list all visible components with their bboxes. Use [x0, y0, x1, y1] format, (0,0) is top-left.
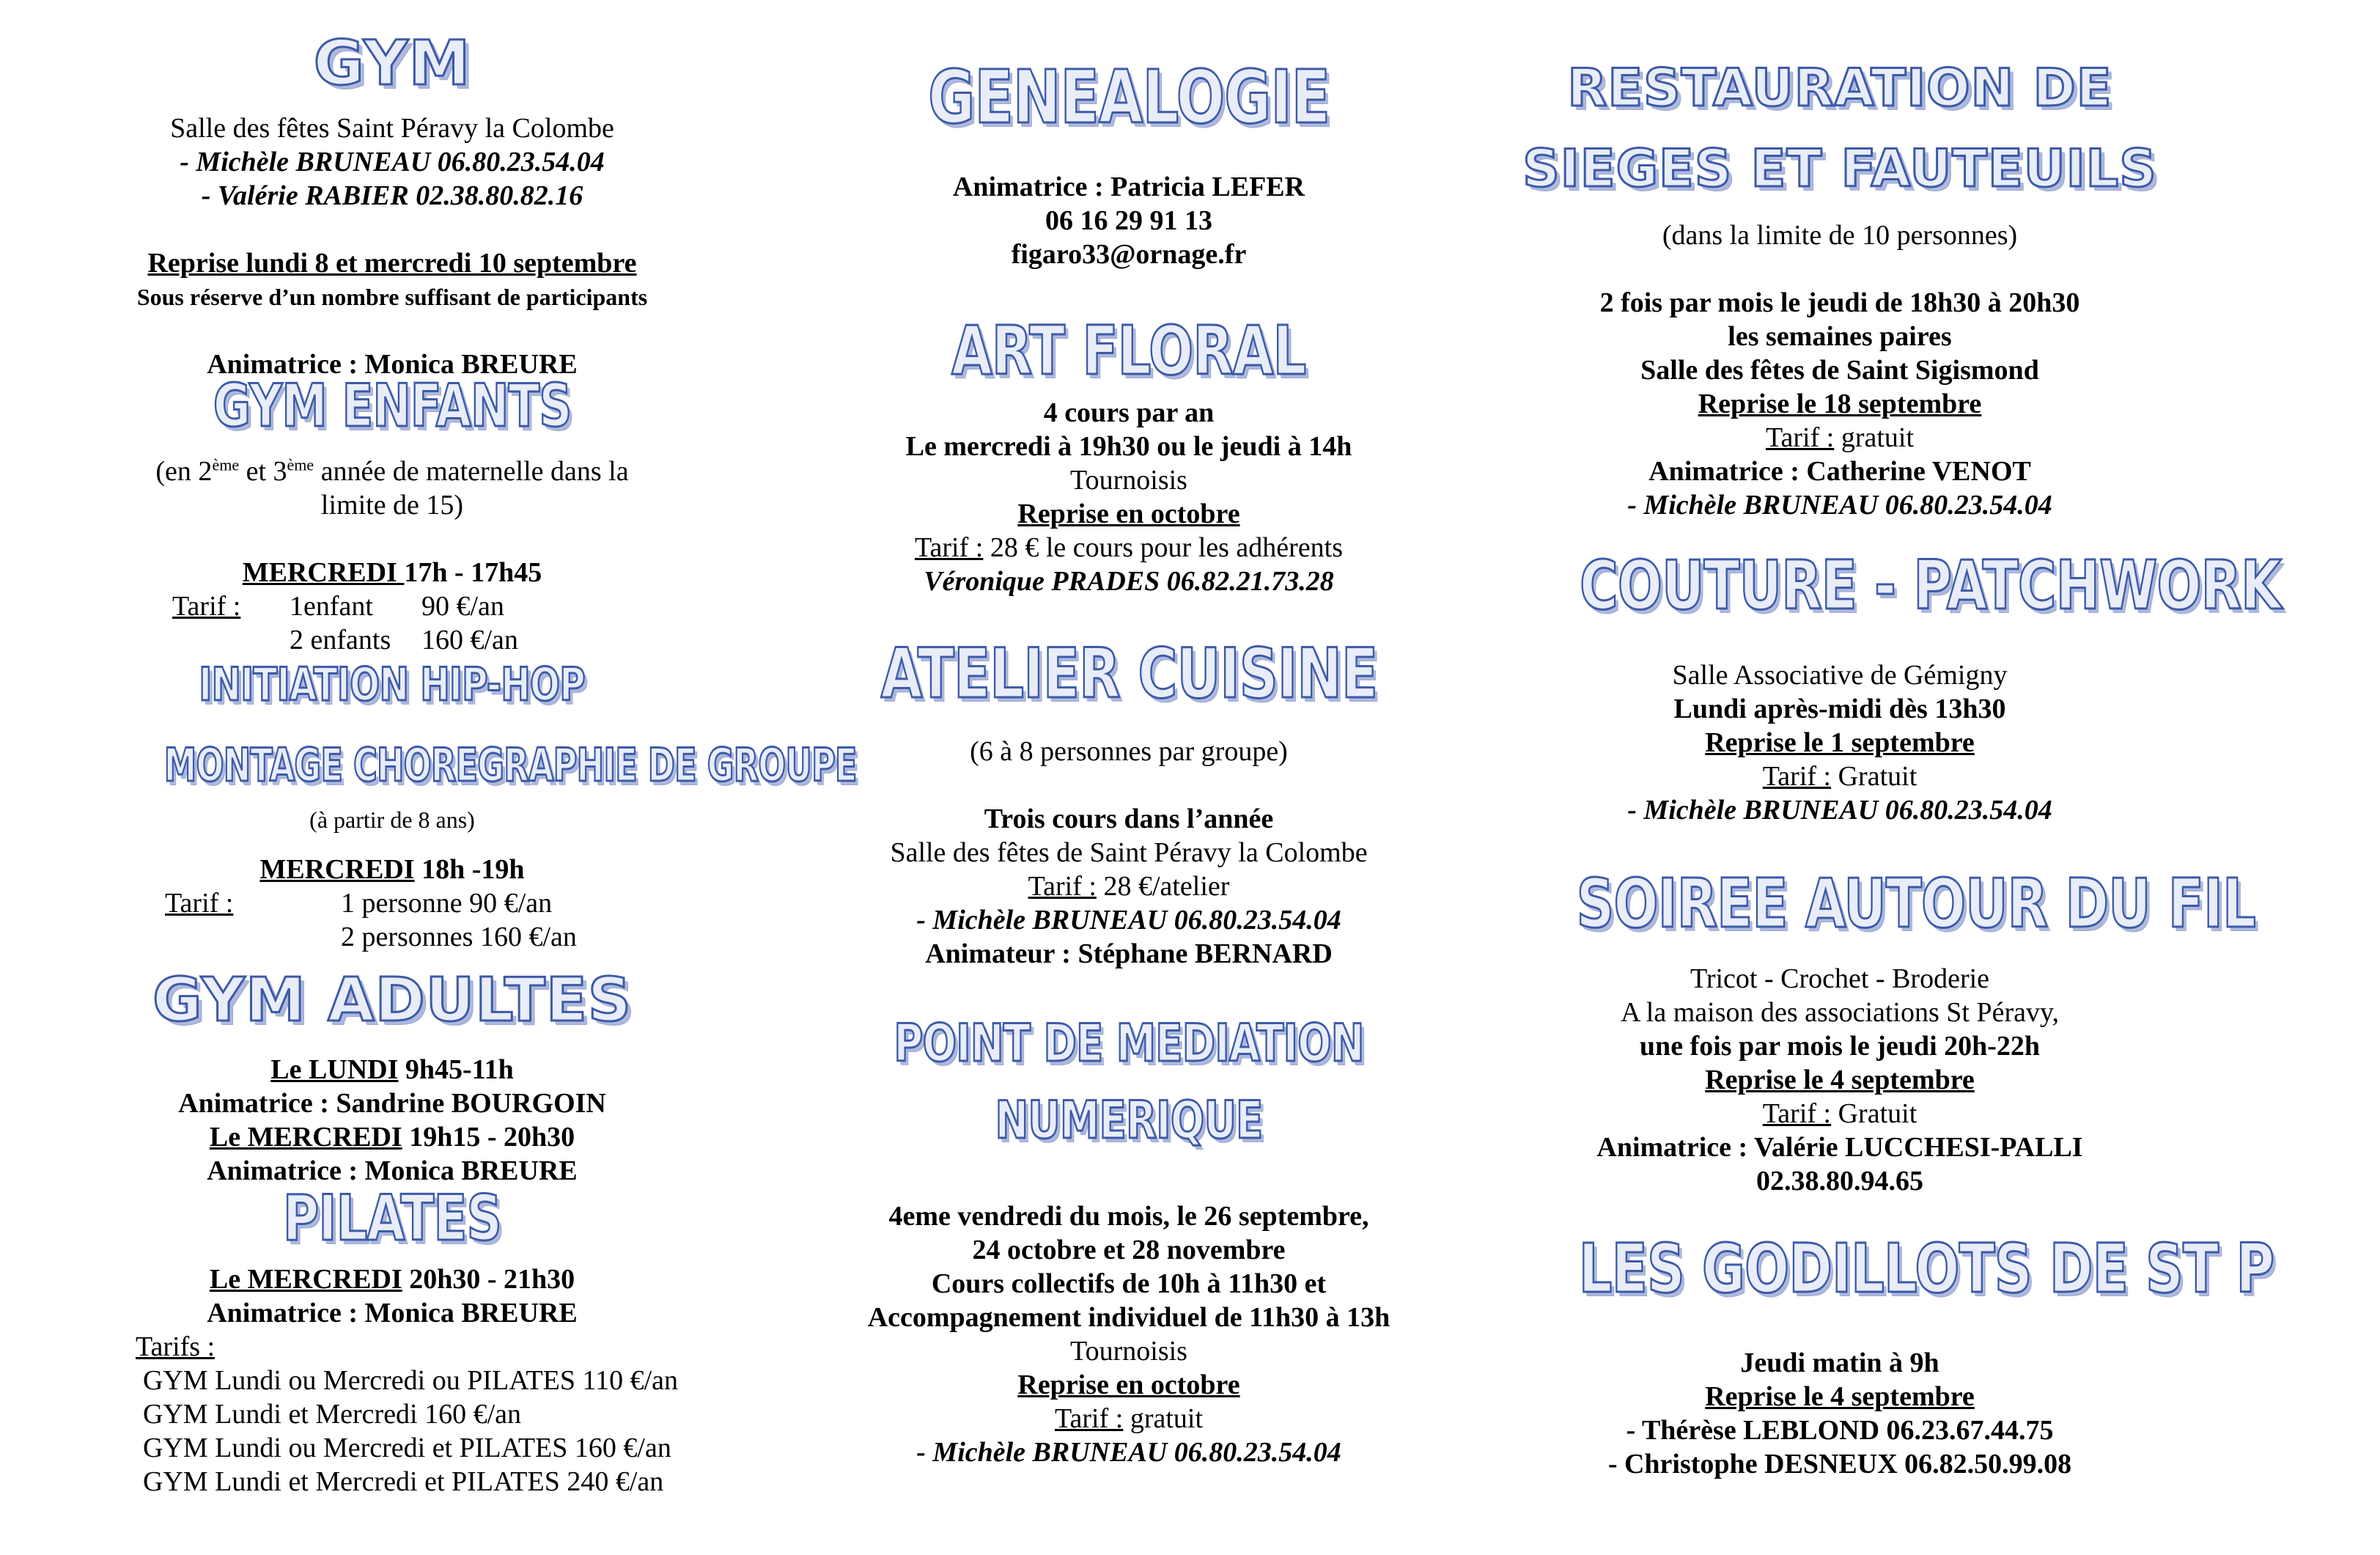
genealogie-phone: 06 16 29 91 13	[1045, 205, 1212, 236]
gym-adultes-animatrice-1: Animatrice : Sandrine BOURGOIN	[178, 1088, 606, 1119]
mediation-heading-2	[777, 1092, 1481, 1149]
pilates-animatrice: Animatrice : Monica BREURE	[207, 1298, 578, 1328]
mediation-dates-1: 4eme vendredi du mois, le 26 septembre,	[888, 1201, 1369, 1232]
gym-adultes-lundi: Le LUNDI 9h45-11h	[270, 1054, 514, 1085]
couture-venue: Salle Associative de Gémigny	[1672, 660, 2008, 691]
pilates-tarif-4: GYM Lundi et Mercredi et PILATES 240 €/an	[143, 1466, 664, 1497]
column-right	[1481, 0, 2281, 1555]
restauration-heading-2	[1481, 141, 2199, 197]
mediation-body	[777, 1199, 1481, 1469]
restauration-body	[1481, 218, 2199, 522]
pilates-tarif-2: GYM Lundi et Mercredi 160 €/an	[143, 1399, 522, 1430]
column-left	[29, 0, 857, 1555]
mediation-contact: - Michèle BRUNEAU 06.80.23.54.04	[916, 1437, 1341, 1468]
pilates-heading	[29, 1184, 755, 1254]
hiphop-schedule: MERCREDI 18h -19h	[259, 854, 525, 885]
gym-enfants-body	[29, 455, 755, 657]
gym-enfants-heading	[29, 374, 755, 438]
couture-title: COUTURE - PATCHWORK	[1579, 546, 2281, 625]
gym-adultes-mercredi: Le MERCREDI 19h15 - 20h30	[209, 1122, 575, 1153]
hiphop-heading-1	[29, 660, 755, 710]
gym-contact-1: - Michèle BRUNEAU 06.80.23.54.04	[180, 147, 605, 177]
atelier-cuisine-animateur: Animateur : Stéphane BERNARD	[925, 938, 1333, 969]
godillots-body	[1481, 1346, 2199, 1481]
gym-enfants-tarif-row-2: 2 enfants 160 €/an	[290, 625, 518, 655]
pilates-tarifs-label: Tarifs :	[136, 1331, 215, 1362]
soiree-heading	[1481, 864, 2256, 943]
restauration-title-1: RESTAURATION DE	[1567, 58, 2112, 118]
atelier-cuisine-heading	[777, 636, 1481, 712]
mediation-heading-1	[777, 1015, 1481, 1072]
genealogie-animatrice: Animatrice : Patricia LEFER	[952, 172, 1305, 202]
restauration-tarif: Tarif : gratuit	[1765, 422, 1915, 453]
gym-animatrice: Animatrice : Monica BREURE	[207, 349, 578, 380]
atelier-cuisine-contact: - Michèle BRUNEAU 06.80.23.54.04	[916, 905, 1341, 935]
restauration-reprise: Reprise le 18 septembre	[1698, 389, 1982, 419]
mediation-title-1: POINT DE MEDIATION	[894, 1013, 1364, 1073]
mediation-individuel: Accompagnement individuel de 11h30 à 13h	[867, 1302, 1390, 1333]
hiphop-title-2: MONTAGE CHOREGRAPHIE DE GROUPE	[163, 738, 857, 792]
pilates-body	[29, 1262, 755, 1499]
restauration-limit: (dans la limite de 10 personnes)	[1662, 220, 2018, 251]
gym-enfants-limit: limite de 15)	[320, 490, 464, 521]
mediation-venue: Tournoisis	[1070, 1336, 1187, 1367]
gym-title: GYM	[313, 27, 471, 99]
atelier-cuisine-frequency: Trois cours dans l’année	[984, 804, 1274, 834]
soiree-title: SOIREE AUTOUR DU FIL	[1576, 864, 2256, 943]
mediation-title-2: NUMERIQUE	[995, 1090, 1263, 1150]
art-floral-reprise: Reprise en octobre	[1017, 499, 1240, 529]
art-floral-schedule: Le mercredi à 19h30 ou le jeudi à 14h	[905, 431, 1352, 462]
couture-contact: - Michèle BRUNEAU 06.80.23.54.04	[1627, 795, 2052, 826]
couture-body	[1481, 658, 2199, 827]
pilates-tarif-1: GYM Lundi ou Mercredi ou PILATES 110 €/an	[143, 1365, 678, 1396]
gym-condition: Sous réserve d’un nombre suffisant de participants	[136, 284, 648, 310]
godillots-title: LES GODILLOTS DE ST P	[1578, 1229, 2274, 1308]
soiree-reprise: Reprise le 4 septembre	[1705, 1065, 1975, 1095]
restauration-venue: Salle des fêtes de Saint Sigismond	[1640, 355, 2039, 386]
pilates-schedule: Le MERCREDI 20h30 - 21h30	[209, 1264, 575, 1295]
soiree-tarif: Tarif : Gratuit	[1762, 1098, 1917, 1129]
gym-section-body	[29, 111, 755, 381]
gym-venue: Salle des fêtes Saint Péravy la Colombe	[170, 113, 614, 144]
gym-adultes-heading	[29, 968, 755, 1034]
soiree-body	[1481, 962, 2199, 1198]
restauration-weeks: les semaines paires	[1728, 321, 1952, 352]
restauration-heading-1	[1481, 60, 2199, 117]
godillots-schedule: Jeudi matin à 9h	[1740, 1348, 1939, 1378]
mediation-tarif: Tarif : gratuit	[1054, 1403, 1204, 1434]
genealogie-title: GENEALOGIE	[928, 54, 1330, 140]
genealogie-body	[777, 170, 1481, 271]
atelier-cuisine-title: ATELIER CUISINE	[880, 634, 1377, 714]
art-floral-body	[777, 396, 1481, 598]
atelier-cuisine-venue: Salle des fêtes de Saint Péravy la Colombe	[890, 837, 1368, 868]
gym-enfants-age: (en 2ème et 3ème année de maternelle dans la	[155, 455, 629, 487]
godillots-reprise: Reprise le 4 septembre	[1705, 1381, 1975, 1412]
mediation-dates-2: 24 octobre et 28 novembre	[972, 1235, 1286, 1265]
gym-section-heading	[29, 29, 755, 97]
gym-enfants-title: GYM ENFANTS	[213, 372, 572, 440]
couture-reprise: Reprise le 1 septembre	[1705, 727, 1975, 758]
godillots-contact-2: - Christophe DESNEUX 06.82.50.99.08	[1607, 1449, 2072, 1479]
art-floral-heading	[777, 314, 1481, 388]
gym-reprise: Reprise lundi 8 et mercredi 10 septembre	[147, 248, 637, 279]
hiphop-title-1: INITIATION HIP-HOP	[199, 658, 586, 711]
art-floral-venue: Tournoisis	[1070, 465, 1187, 496]
soiree-phone: 02.38.80.94.65	[1756, 1166, 1923, 1196]
art-floral-tarif: Tarif : 28 € le cours pour les adhérents	[914, 532, 1344, 563]
restauration-title-2: SIEGES ET FAUTEUILS	[1522, 139, 2157, 199]
restauration-frequency: 2 fois par mois le jeudi de 18h30 à 20h30	[1599, 287, 2080, 318]
hiphop-tarif-row-1: Tarif : 1 personne 90 €/an	[165, 888, 553, 919]
mediation-reprise: Reprise en octobre	[1017, 1370, 1240, 1400]
soiree-activities: Tricot - Crochet - Broderie	[1690, 963, 1990, 994]
mediation-collectif: Cours collectifs de 10h à 11h30 et	[931, 1268, 1327, 1299]
couture-schedule: Lundi après-midi dès 13h30	[1673, 694, 2006, 724]
gym-adultes-body	[29, 1053, 755, 1188]
hiphop-tarif-row-2: 2 personnes 160 €/an	[341, 922, 577, 952]
hiphop-age: (à partir de 8 ans)	[309, 806, 475, 833]
gym-adultes-animatrice-2: Animatrice : Monica BREURE	[207, 1155, 578, 1186]
art-floral-contact: Véronique PRADES 06.82.21.73.28	[924, 566, 1334, 597]
art-floral-title: ART FLORAL	[951, 312, 1306, 390]
gym-adultes-title: GYM ADULTES	[152, 966, 632, 1035]
restauration-contact: - Michèle BRUNEAU 06.80.23.54.04	[1627, 490, 2052, 521]
soiree-schedule: une fois par mois le jeudi 20h-22h	[1639, 1031, 2041, 1062]
pilates-tarif-3: GYM Lundi ou Mercredi et PILATES 160 €/an	[143, 1433, 671, 1463]
godillots-heading	[1481, 1229, 2274, 1308]
couture-heading	[1481, 546, 2281, 625]
atelier-cuisine-group: (6 à 8 personnes par groupe)	[970, 736, 1288, 767]
soiree-animatrice: Animatrice : Valérie LUCCHESI-PALLI	[1596, 1132, 2083, 1163]
gym-contact-2: - Valérie RABIER 02.38.80.82.16	[201, 180, 583, 211]
restauration-animatrice: Animatrice : Catherine VENOT	[1648, 456, 2031, 487]
hiphop-heading-2	[29, 738, 857, 792]
atelier-cuisine-body	[777, 735, 1481, 971]
couture-tarif: Tarif : Gratuit	[1762, 761, 1917, 792]
genealogie-heading	[777, 54, 1481, 140]
atelier-cuisine-tarif: Tarif : 28 €/atelier	[1028, 871, 1230, 902]
art-floral-frequency: 4 cours par an	[1043, 397, 1215, 428]
gym-enfants-schedule: MERCREDI 17h - 17h45	[242, 557, 542, 588]
genealogie-email: figaro33@ornage.fr	[1011, 239, 1247, 270]
hiphop-body	[29, 803, 755, 954]
godillots-contact-1: - Thérèse LEBLOND 06.23.67.44.75	[1626, 1415, 2054, 1446]
pilates-title: PILATES	[282, 1182, 502, 1255]
gym-enfants-tarif-row-1: Tarif : 1enfant 90 €/an	[172, 591, 504, 622]
soiree-venue: A la maison des associations St Péravy,	[1620, 997, 2060, 1028]
column-middle	[777, 0, 1481, 1555]
